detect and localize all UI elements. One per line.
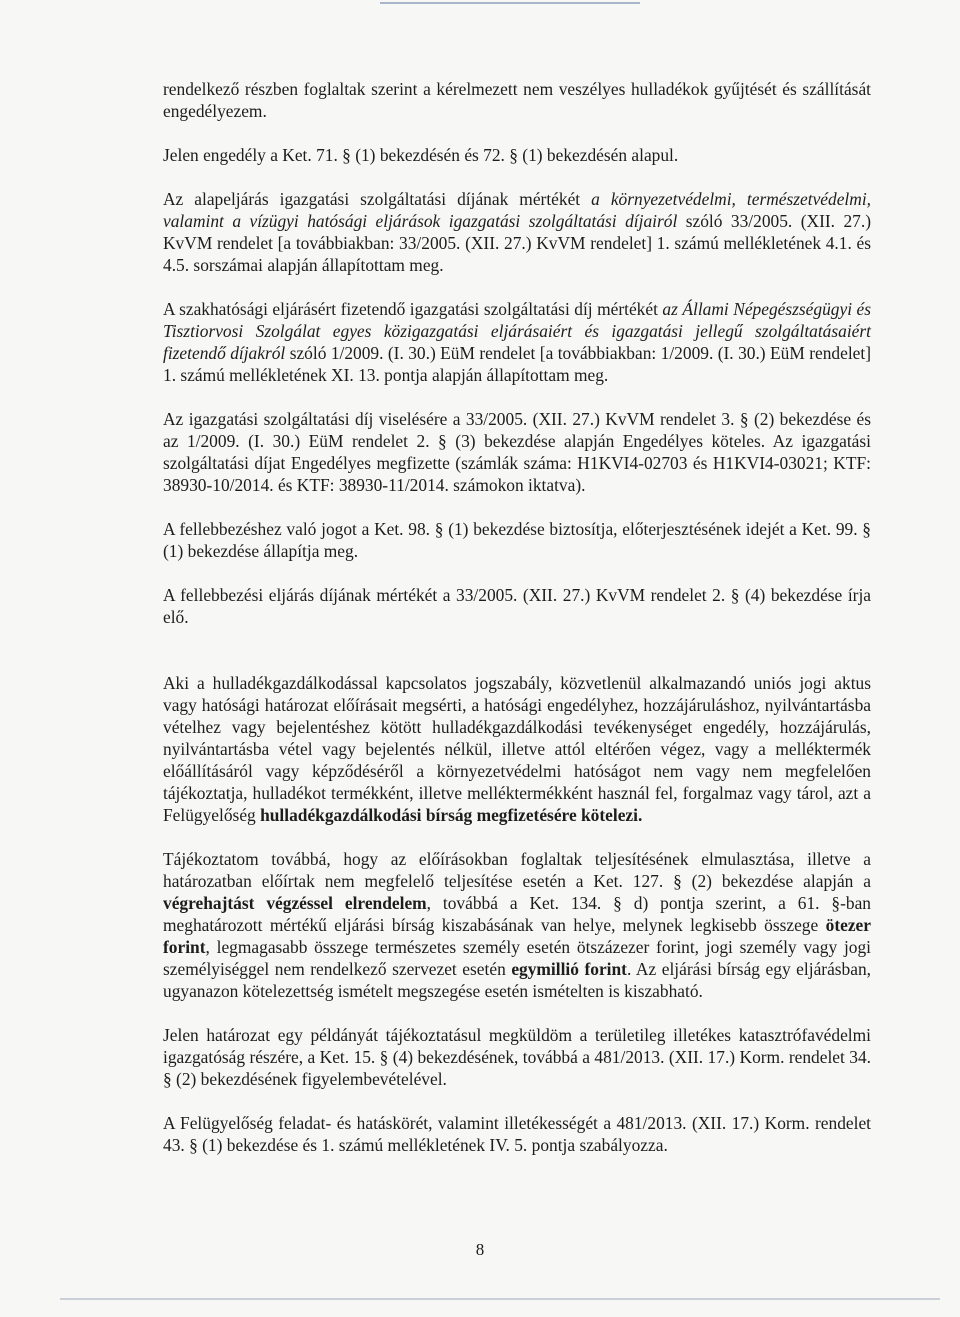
emphasis-bold: hulladékgazdálkodási bírság megfizetésére kötelezi.	[260, 805, 643, 825]
document-body	[163, 78, 871, 1156]
text-segment: Az alapeljárás igazgatási szolgáltatási díjának mértékét	[163, 189, 592, 209]
title-italic: az Állami Népegészségügyi és Tisztiorvosi Szolgálat egyes közigazgatási eljárásaiért és igazgatási jellegű szolgáltatásaiért fizetendő díjakról	[163, 299, 871, 363]
text-segment: rendelkező részben foglaltak szerint a kérelmezett nem veszélyes hulladékok gyűjtését és szállítását engedélyezem.	[163, 79, 871, 121]
paragraph-appeal-fee	[163, 584, 871, 628]
paragraph-authorization	[163, 78, 871, 122]
text-segment: Tájékoztatom továbbá, hogy az előírásokban foglaltak teljesítésének elmulasztása, illetve a határozatban előírtak nem megfelelő teljesítése esetén a Ket. 127. § (2) bekezdése alapján a	[163, 849, 871, 891]
paragraph-fee-payment	[163, 408, 871, 496]
text-segment: , legmagasabb összege természetes személy esetén ötszázezer forint, jogi személy vagy jogi személyiséggel nem rendelkező szervezet esetén	[163, 937, 871, 979]
emphasis-bold: egymillió forint	[511, 959, 627, 979]
text-segment: . Az eljárási bírság egy eljárásban, ugyanazon kötelezettség ismételt megszegése esetén ismételten is kiszabható.	[163, 959, 872, 1001]
text-segment: A szakhatósági eljárásért fizetendő igazgatási szolgáltatási díj mértékét	[163, 299, 663, 319]
scan-edge-line-top	[380, 2, 640, 4]
paragraph-appeal-right	[163, 518, 871, 562]
title-italic: a környezetvédelmi, természetvédelmi, valamint a vízügyi hatósági eljárások igazgatási szolgáltatási díjairól	[163, 189, 871, 231]
paragraph-expert-fee	[163, 298, 871, 386]
text-segment: A fellebbezési eljárás díjának mértékét a 33/2005. (XII. 27.) KvVM rendelet 2. § (4) bekezdése írja elő.	[163, 585, 871, 627]
text-segment: A Felügyelőség feladat- és hatáskörét, valamint illetékességét a 481/2013. (XII. 17.) Korm. rendelet 43. § (1) bekezdése és 1. számú mellékletének IV. 5. pontja szabályozza.	[163, 1113, 871, 1155]
emphasis-bold: ötezer forint	[163, 915, 871, 957]
text-segment: szóló 1/2009. (I. 30.) EüM rendelet [a továbbiakban: 1/2009. (I. 30.) EüM rendelet] 1. számú mellékletének XI. 13. pontja alapján állapítottam meg.	[163, 343, 871, 385]
paragraph-base-fee	[163, 188, 871, 276]
text-segment: Az igazgatási szolgáltatási díj viselésére a 33/2005. (XII. 27.) KvVM rendelet 3. § (2) bekezdése és az 1/2009. (I. 30.) EüM rendelet 2. § (3) bekezdése alapján Engedélyes köteles. Az igazgatási szolgáltatási díjat Engedélyes megfizette (számlák száma: H1KVI4-02703 és H1KVI4-03021; KTF: 38930-10/2014. és KTF: 38930-11/2014. számokon iktatva).	[163, 409, 871, 495]
paragraph-waste-fine	[163, 672, 871, 826]
text-segment: A fellebbezéshez való jogot a Ket. 98. § (1) bekezdése biztosítja, előterjesztésének idejét a Ket. 99. § (1) bekezdése állapítja meg.	[163, 519, 871, 561]
paragraph-competence	[163, 1112, 871, 1156]
paragraph-enforcement	[163, 848, 871, 1002]
scan-edge-line-bottom	[60, 1298, 940, 1300]
paragraph-notification	[163, 1024, 871, 1090]
emphasis-bold: végrehajtást végzéssel elrendelem	[163, 893, 427, 913]
page-number: 8	[475, 1240, 485, 1259]
text-segment: szóló 33/2005. (XII. 27.) KvVM rendelet [a továbbiakban: 33/2005. (XII. 27.) KvVM rendelet] 1. számú mellékletének 4.1. és 4.5. sorszámai alapján állapítottam meg.	[163, 211, 871, 275]
text-segment: Aki a hulladékgazdálkodással kapcsolatos jogszabály, közvetlenül alkalmazandó uniós jogi aktus vagy hatósági határozat előírásait megsérti, a hatósági engedélyhez, hozzájáruláshoz, nyilvántartásba vételhez vagy bejelentéshez kötött hulladékgazdálkodási tevékenységet engedély, hozzájárulás, nyilvántartásba vétel vagy bejelentés nélkül, illetve attól eltérően végez, vagy a melléktermék előállításáról vagy képződéséről a környezetvédelmi hatóságot nem vagy nem megfelelően tájékoztatja, hulladékot termékként, illetve melléktermékként használ fel, forgalmaz vagy tárol, azt a Felügyelőség	[163, 673, 871, 825]
paragraph-legal-basis	[163, 144, 871, 166]
text-segment: , továbbá a Ket. 134. § d) pontja szerint, a 61. §-ban meghatározott mértékű eljárási bírság kiszabásának van helye, melynek legkisebb összege	[163, 893, 871, 935]
text-segment: Jelen engedély a Ket. 71. § (1) bekezdésén és 72. § (1) bekezdésén alapul.	[163, 145, 679, 165]
text-segment: Jelen határozat egy példányát tájékoztatásul megküldöm a területileg illetékes katasztrófavédelmi igazgatóság részére, a Ket. 15. § (4) bekezdésének, továbbá a 481/2013. (XII. 17.) Korm. rendelet 34. § (2) bekezdésének figyelembevételével.	[163, 1025, 871, 1089]
